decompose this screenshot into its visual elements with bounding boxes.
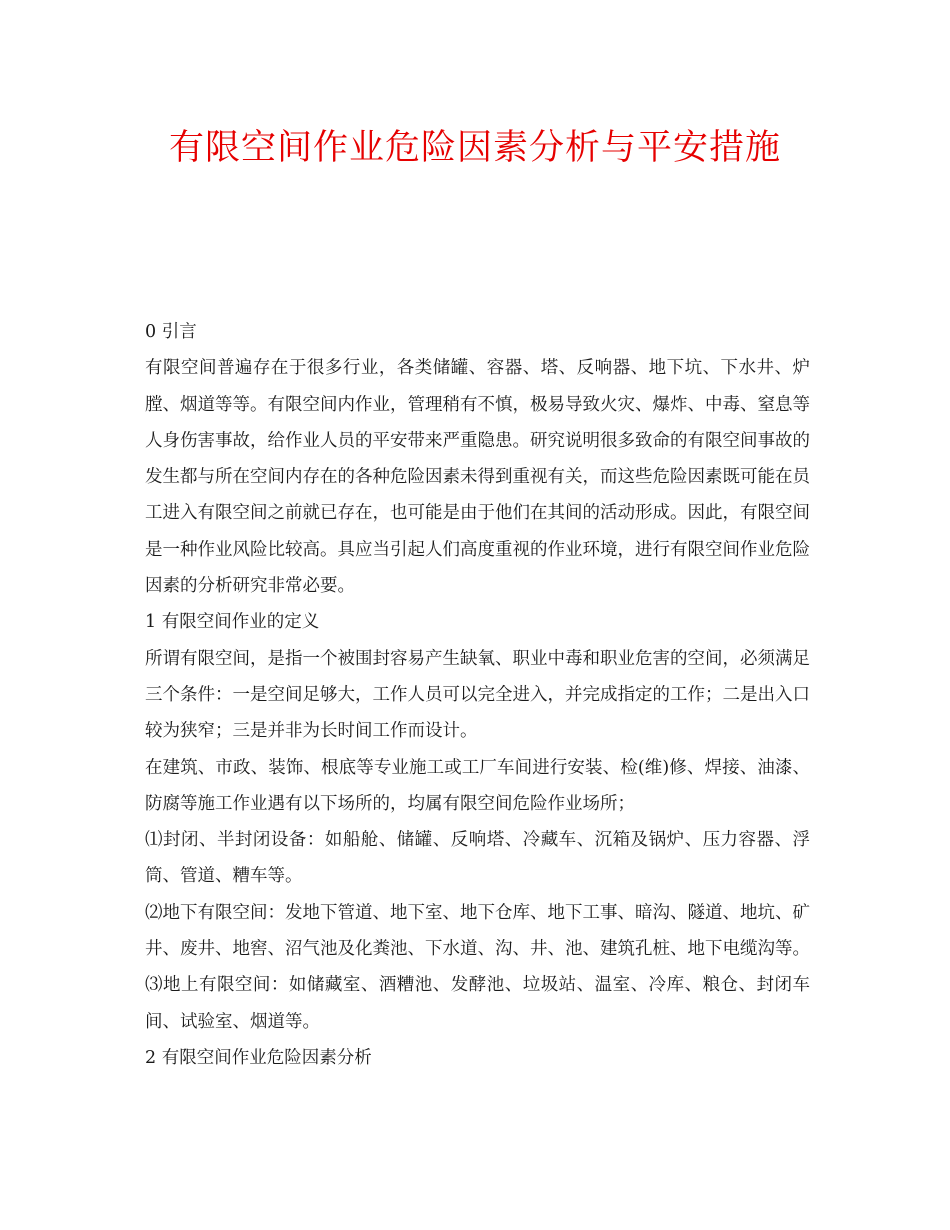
list-item-aboveground-space: ⑶地上有限空间：如储藏室、酒糟池、发酵池、垃圾站、温室、冷库、粮仓、封闭车间、试验室、烟道等。 [145,975,810,1032]
list-item-enclosed-equipment: ⑴封闭、半封闭设备：如船舱、储罐、反响塔、冷藏车、沉箱及锅炉、压力容器、浮筒、管道、糟车等。 [145,830,810,887]
paragraph-definition: 所谓有限空间，是指一个被围封容易产生缺氧、职业中毒和职业危害的空间，必须满足三个条件：一是空间足够大，工作人员可以完全进入，并完成指定的工作；二是出入口较为狭窄；三是并非为长时间工作而设计。 [145,648,810,742]
document-body [145,314,810,1076]
paragraph-scope: 在建筑、市政、装饰、根底等专业施工或工厂车间进行安装、检(维)修、焊接、油漆、防腐等施工作业遇有以下场所的，均属有限空间危险作业场所； [145,757,810,814]
section-heading-hazard-analysis: 2 有限空间作业危险因素分析 [145,1047,372,1068]
list-item-underground-space: ⑵地下有限空间：发地下管道、地下室、地下仓库、地下工事、暗沟、隧道、地坑、矿井、废井、地窖、沼气池及化粪池、下水道、沟、井、池、建筑孔桩、地下电缆沟等。 [145,902,810,960]
document-title: 有限空间作业危险因素分析与平安措施 [168,128,781,168]
section-heading-definition: 1 有限空间作业的定义 [145,612,320,633]
paragraph-intro: 有限空间普遍存在于很多行业，各类储罐、容器、塔、反响器、地下坑、下水井、炉膛、烟道等等。有限空间内作业，管理稍有不慎，极易导致火灾、爆炸、中毒、窒息等人身伤害事故，给作业人员的平安带来严重隐患。研究说明很多致命的有限空间事故的发生都与所在空间内存在的各种危险因素未得到重视有关，而这些危险因素既可能在员工进入有限空间之前就已存在，也可能是由于他们在其间的活动形成。因此，有限空间是一种作业风险比较高。具应当引起人们高度重视的作业环境，进行有限空间作业危险因素的分析研究非常必要。 [145,358,810,597]
section-heading-intro: 0 引言 [145,322,197,342]
